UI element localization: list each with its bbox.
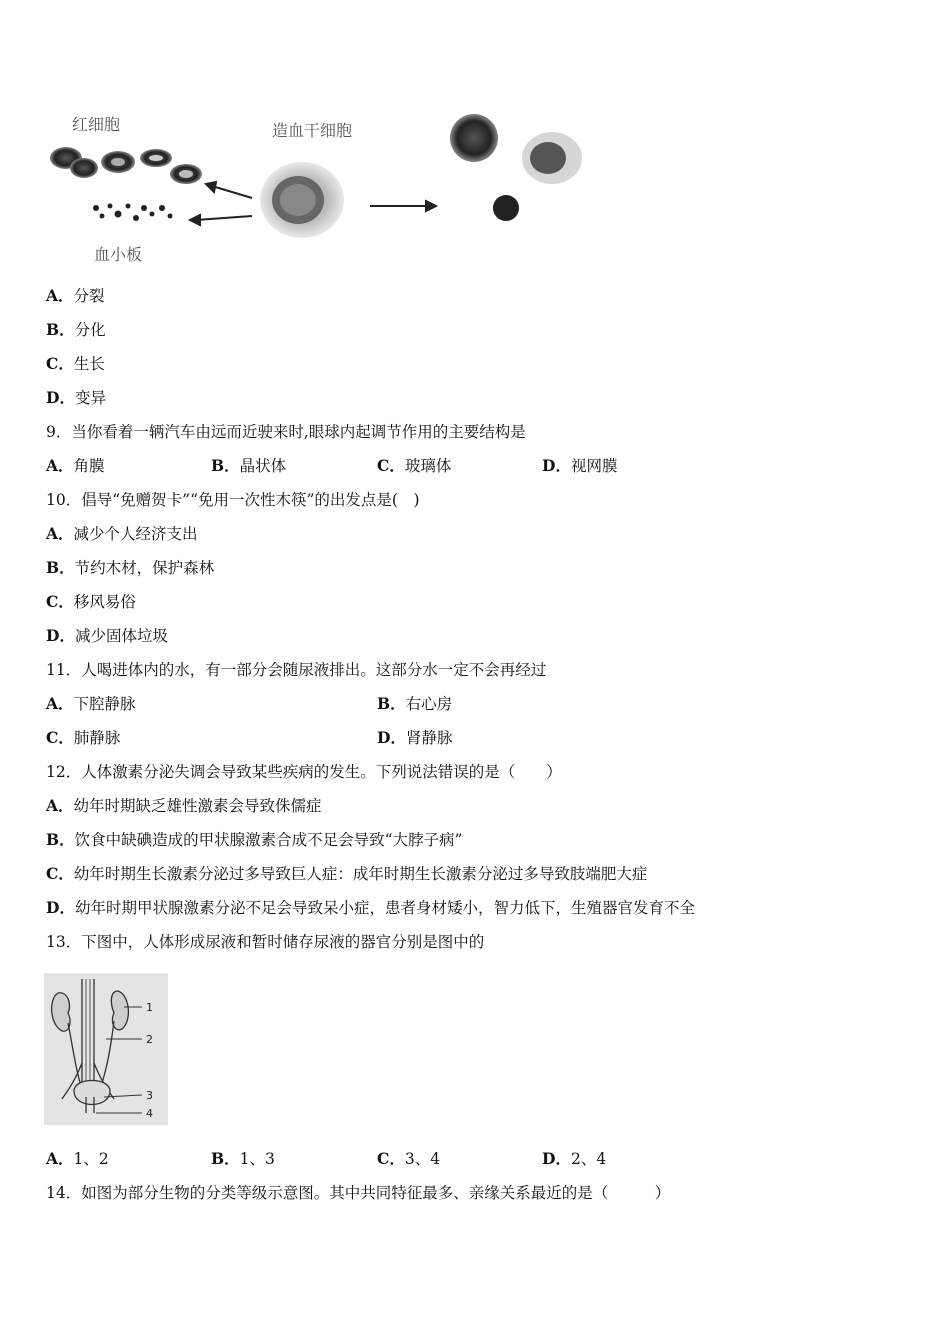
q9-option-d[interactable]: D．视网膜 (542, 456, 618, 475)
label-stem-cell: 造血干细胞 (272, 121, 353, 140)
platelets (93, 204, 173, 222)
q10-option-d[interactable]: D．减少固体垃圾 (46, 626, 168, 645)
q13-option-c[interactable]: C．3、4 (377, 1149, 441, 1168)
q14-stem: 14．如图为部分生物的分类等级示意图。其中共同特征最多、亲缘关系最近的是（ ） (46, 1184, 671, 1202)
arrows-left (190, 182, 252, 225)
q10-option-a[interactable]: A．减少个人经济支出 (46, 524, 198, 543)
q8-option-b[interactable]: B．分化 (46, 320, 106, 339)
q9-option-a[interactable]: A．角膜 (46, 456, 105, 475)
q11-stem: 11．人喝进体内的水，有一部分会随尿液排出。这部分水一定不会再经过 (46, 661, 547, 679)
q13-option-d[interactable]: D．2、4 (542, 1149, 607, 1168)
white-blood-cells (450, 114, 582, 221)
q13-option-b[interactable]: B．1、3 (211, 1149, 275, 1168)
q8-option-d[interactable]: D．变异 (46, 388, 106, 407)
q12-option-b[interactable]: B．饮食中缺碘造成的甲状腺激素合成不足会导致“大脖子病” (46, 830, 463, 849)
stem-cell (260, 162, 344, 238)
q11-option-a[interactable]: A．下腔静脉 (46, 694, 136, 713)
label-platelet: 血小板 (94, 245, 143, 264)
urinary-system-figure (44, 973, 168, 1125)
kidney-label-4: 4 (146, 1107, 153, 1120)
q10-stem: 10．倡导“免赠贺卡”“免用一次性木筷”的出发点是( ) (46, 491, 420, 509)
q9-stem: 9．当你看着一辆汽车由远而近驶来时,眼球内起调节作用的主要结构是 (46, 423, 526, 441)
arrow-right (370, 201, 436, 211)
q12-option-a[interactable]: A．幼年时期缺乏雄性激素会导致侏儒症 (46, 796, 322, 815)
q10-option-c[interactable]: C．移风易俗 (46, 592, 136, 611)
q12-option-c[interactable]: C．幼年时期生长激素分泌过多导致巨人症：成年时期生长激素分泌过多导致肢端肥大症 (46, 864, 648, 883)
q10-option-b[interactable]: B．节约木材，保护森林 (46, 558, 215, 577)
q12-stem: 12．人体激素分泌失调会导致某些疾病的发生。下列说法错误的是（ ） (46, 763, 562, 781)
q11-option-d[interactable]: D．肾静脉 (377, 728, 453, 747)
q12-option-d[interactable]: D．幼年时期甲状腺激素分泌不足会导致呆小症，患者身材矮小，智力低下，生殖器官发育不全 (46, 898, 695, 917)
kidney-label-2: 2 (146, 1033, 153, 1046)
red-blood-cells (50, 147, 202, 184)
q13-stem: 13．下图中，人体形成尿液和暂时储存尿液的器官分别是图中的 (46, 933, 485, 951)
q8-option-a[interactable]: A．分裂 (46, 286, 105, 305)
q13-option-a[interactable]: A．1、2 (46, 1149, 109, 1168)
label-red-blood-cell: 红细胞 (72, 115, 121, 134)
blood-cell-differentiation-figure (44, 108, 592, 268)
kidney-label-1: 1 (146, 1001, 153, 1014)
q9-option-b[interactable]: B．晶状体 (211, 456, 287, 475)
q8-option-c[interactable]: C．生长 (46, 354, 105, 373)
kidney-label-3: 3 (146, 1089, 153, 1102)
q11-option-c[interactable]: C．肺静脉 (46, 728, 121, 747)
q11-option-b[interactable]: B．右心房 (377, 694, 453, 713)
q9-option-c[interactable]: C．玻璃体 (377, 456, 452, 475)
